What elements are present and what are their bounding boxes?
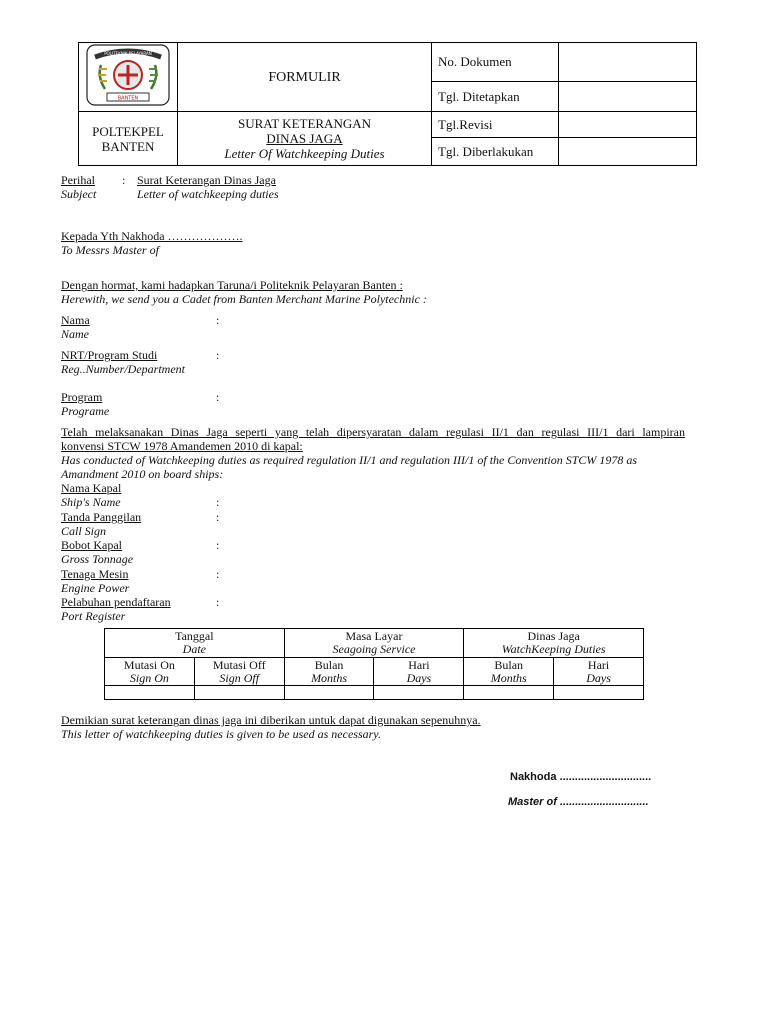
intro-line-english: Herewith, we send you a Cadet from Banten Merchant Marine Polytechnic :	[61, 292, 427, 306]
meta-label-tgl-ditetapkan: Tgl. Ditetapkan	[432, 82, 559, 112]
field-label-reg-number-en: Reg..Number/Department	[61, 362, 185, 376]
group-header-masa-layar: Masa Layar Seagoing Service	[284, 629, 464, 658]
table-cell[interactable]	[284, 686, 374, 700]
meta-value-tgl-revisi[interactable]	[559, 112, 697, 138]
column-header-hari-duties: Hari Days	[554, 658, 644, 686]
institution-cell	[79, 112, 178, 166]
column-header-bulan-duties: Bulan Months	[464, 658, 554, 686]
column-header-mutasi-on: Mutasi On Sign On	[105, 658, 195, 686]
field-label-tenaga-mesin: Tenaga Mesin	[61, 567, 129, 581]
document-title-line1: SURAT KETERANGAN	[237, 116, 371, 131]
institution-line2: BANTEN	[101, 138, 155, 154]
group-header-dinas-jaga: Dinas Jaga WatchKeeping Duties	[464, 629, 644, 658]
logo-text-bottom: BANTEN	[117, 95, 139, 102]
field-colon-tenaga-mesin: :	[216, 567, 220, 581]
subject-value: Letter of watchkeeping duties	[137, 187, 279, 201]
meta-value-no-dokumen[interactable]	[559, 43, 697, 82]
field-label-pelabuhan-pendaftaran: Pelabuhan pendaftaran	[61, 595, 171, 609]
field-colon-nama: :	[216, 313, 220, 327]
field-label-tanda-panggilan: Tanda Panggilan	[61, 510, 142, 524]
field-colon-nrt: :	[216, 348, 220, 362]
formulir-cell	[178, 43, 432, 112]
meta-value-tgl-ditetapkan[interactable]	[559, 82, 697, 112]
meta-label-tgl-diberlakukan: Tgl. Diberlakukan	[432, 138, 559, 166]
kepada-line-english: To Messrs Master of	[61, 243, 159, 257]
field-label-bobot-kapal: Bobot Kapal	[61, 538, 122, 552]
table-row	[105, 686, 644, 700]
field-label-programe-en: Programe	[61, 404, 110, 418]
watchkeeping-duty-table	[104, 628, 644, 700]
closing-line-english: This letter of watchkeeping duties is given to be used as necessary.	[61, 727, 381, 741]
logo-text-top: POLITEKNIK PELAYARAN	[104, 51, 152, 56]
perihal-value: Surat Keterangan Dinas Jaga	[137, 173, 276, 187]
column-header-bulan-service: Bulan Months	[284, 658, 374, 686]
table-cell[interactable]	[105, 686, 195, 700]
logo-cell	[79, 43, 178, 112]
meta-label-no-dokumen: No. Dokumen	[432, 43, 559, 82]
field-label-nama: Nama	[61, 313, 90, 327]
field-label-gross-tonnage-en: Gross Tonnage	[61, 552, 134, 566]
field-colon-nama-kapal: :	[216, 495, 220, 509]
field-colon-tanda-panggilan: :	[216, 510, 220, 524]
document-title-english: Letter Of Watchkeeping Duties	[224, 146, 385, 161]
field-label-call-sign-en: Call Sign	[61, 524, 107, 538]
perihal-label: Perihal	[61, 173, 95, 187]
statement-line1: Telah melaksanakan Dinas Jaga seperti yang telah dipersyaratan dalam regulasi II/1 dan regulasi III/1 dari lampiran	[61, 425, 685, 439]
intro-line: Dengan hormat, kami hadapkan Taruna/i Politeknik Pelayaran Banten :	[61, 278, 403, 292]
field-label-nama-kapal: Nama Kapal	[61, 481, 122, 495]
field-label-name-en: Name	[61, 327, 89, 341]
table-cell[interactable]	[374, 686, 464, 700]
document-title-cell	[178, 112, 432, 166]
field-colon-program: :	[216, 390, 220, 404]
table-cell[interactable]	[464, 686, 554, 700]
closing-line: Demikian surat keterangan dinas jaga ini diberikan untuk dapat digunakan sepenuhnya.	[61, 713, 481, 727]
polytechnic-emblem-logo	[85, 43, 171, 107]
perihal-colon: :	[122, 173, 126, 187]
field-colon-pelabuhan-pendaftaran: :	[216, 595, 220, 609]
document-header-table	[78, 42, 697, 166]
signature-nakhoda: Nakhoda ..............................	[510, 771, 652, 783]
field-label-program: Program	[61, 390, 103, 404]
statement-line2-english: Amandment 2010 on board ships:	[61, 467, 224, 481]
institution-line1: POLTEKPEL	[92, 123, 164, 139]
kepada-line: Kepada Yth Nakhoda ……………….	[61, 229, 243, 243]
statement-line1-english: Has conducted of Watchkeeping duties as required regulation II/1 and regulation III/1 of the Convention STCW 1978 as	[61, 453, 638, 467]
field-label-ships-name-en: Ship's Name	[61, 495, 121, 509]
signature-master-of: Master of .............................	[508, 796, 649, 808]
statement-line2: konvensi STCW 1978 Amandemen 2010 di kapal:	[61, 439, 303, 453]
subject-label: Subject	[61, 187, 97, 201]
formulir-title: FORMULIR	[268, 69, 341, 85]
meta-value-tgl-diberlakukan[interactable]	[559, 138, 697, 166]
table-cell[interactable]	[554, 686, 644, 700]
table-cell[interactable]	[194, 686, 284, 700]
field-label-port-register-en: Port Register	[61, 609, 126, 623]
field-label-nrt: NRT/Program Studi	[61, 348, 158, 362]
field-colon-bobot-kapal: :	[216, 538, 220, 552]
column-header-hari-service: Hari Days	[374, 658, 464, 686]
field-label-engine-power-en: Engine Power	[61, 581, 130, 595]
group-header-tanggal: Tanggal Date	[105, 629, 285, 658]
document-title-line2: DINAS JAGA	[266, 131, 343, 146]
meta-label-tgl-revisi: Tgl.Revisi	[432, 112, 559, 138]
column-header-mutasi-off: Mutasi Off Sign Off	[194, 658, 284, 686]
